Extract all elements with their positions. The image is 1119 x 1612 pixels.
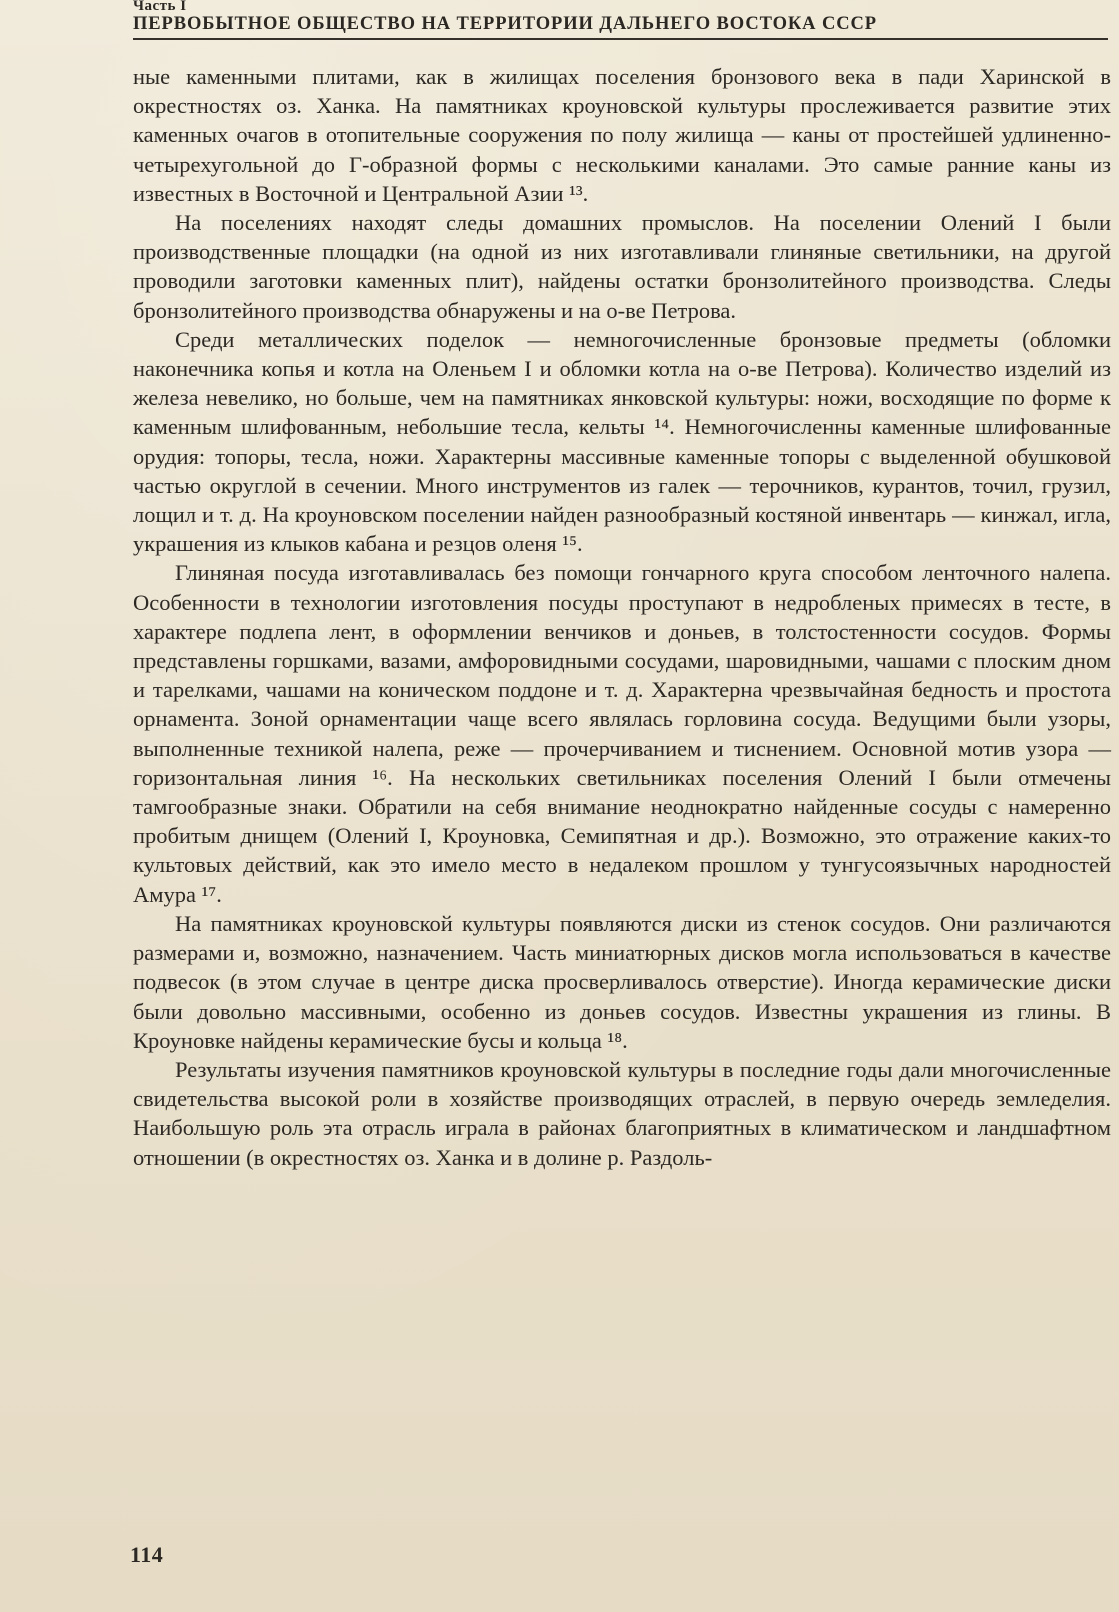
paragraph-5: На памятниках кроуновской культуры появляются диски из стенок сосудов. Они различаются размерами и, возможно, назначением. Часть миниатюрных дисков могла использоваться в качестве подвесок (в этом случае в центре диска просверливалось отверстие). Иногда керамические диски были довольно массивными, особенно из доньев сосудов. Известны украшения из глины. В Кроуновке найдены керамические бусы и кольца ¹⁸. — [133, 910, 1111, 1053]
paragraph-3: Среди металлических поделок — немногочисленные бронзовые предметы (обломки наконечника копья и котла на Оленьем I и обломки котла на о-ве Петрова). Количество изделий из железа невелико, но больше, чем на памятниках янковской культуры: ножи, восходящие по форме к каменным шлифованным, небольшие тесла, кельты ¹⁴. Немногочисленны каменные шлифованные орудия: топоры, тесла, ножи. Характерны массивные каменные топоры с выделенной обушковой частью округлой в сечении. Много инструментов из галек — терочников, курантов, точил, грузил, лощил и т. д. На кроуновском поселении найден разнообразный костяной инвентарь — кинжал, игла, украшения из клыков кабана и резцов оленя ¹⁵. — [133, 326, 1111, 557]
running-header — [133, 0, 1108, 36]
header-rule — [133, 38, 1108, 40]
running-title: ПЕРВОБЫТНОЕ ОБЩЕСТВО НА ТЕРРИТОРИИ ДАЛЬНЕГО ВОСТОКА СССР — [133, 14, 877, 34]
paragraph-6: Результаты изучения памятников кроуновской культуры в последние годы дали многочисленные свидетельства высокой роли в хозяйстве производящих отраслей, в первую очередь земледелия. Наибольшую роль эта отрасль играла в районах благоприятных в климатическом и ландшафтном отношении (в окрестностях оз. Ханка и в долине р. Раздоль- — [133, 1056, 1111, 1170]
paragraph-4: Глиняная посуда изготавливалась без помощи гончарного круга способом ленточного налепа. Особенности в технологии изготовления посуды проступают в недробленых примесях в тесте, в характере подлепа лент, в оформлении венчиков и доньев, в толстостенности сосудов. Формы представлены горшками, вазами, амфоровидными сосудами, шаровидными, чашами с плоским дном и тарелками, чашами на коническом поддоне и т. д. Характерна чрезвычайная бедность и простота орнамента. Зоной орнаментации чаще всего являлась горловина сосуда. Ведущими были узоры, выполненные техникой налепа, реже — прочерчиванием и тиснением. Основной мотив узора — горизонтальная линия ¹⁶. На нескольких светильниках поселения Олений I были отмечены тамгообразные знаки. Обратили на себя внимание неоднократно найденные сосуды с намеренно пробитым днищем (Олений I, Кроуновка, Семипятная и др.). Возможно, это отражение каких-то культовых действий, как это имело место в недалеком прошлом у тунгусоязычных народностей Амура ¹⁷. — [133, 560, 1111, 907]
body-text — [133, 62, 1111, 1172]
paragraph-2: На поселениях находят следы домашних промыслов. На поселении Олений I были производственные площадки (на одной из них изготавливали глиняные светильники, на другой проводили заготовки каменных плит), найдены остатки бронзолитейного производства. Следы бронзолитейного производства обнаружены и на о-ве Петрова. — [133, 210, 1111, 323]
paragraph-1: ные каменными плитами, как в жилищах поселения бронзового века в пади Харинской в окрестностях оз. Ханка. На памятниках кроуновской культуры прослеживается развитие этих каменных очагов в отопительные сооружения по полу жилища — каны от простейшей удлиненно-четырехугольной до Г-образной формы с несколькими каналами. Это самые ранние каны из известных в Восточной и Центральной Азии ¹³. — [133, 64, 1111, 206]
page-number: 114 — [130, 1542, 164, 1567]
part-label: Часть I — [133, 0, 187, 12]
